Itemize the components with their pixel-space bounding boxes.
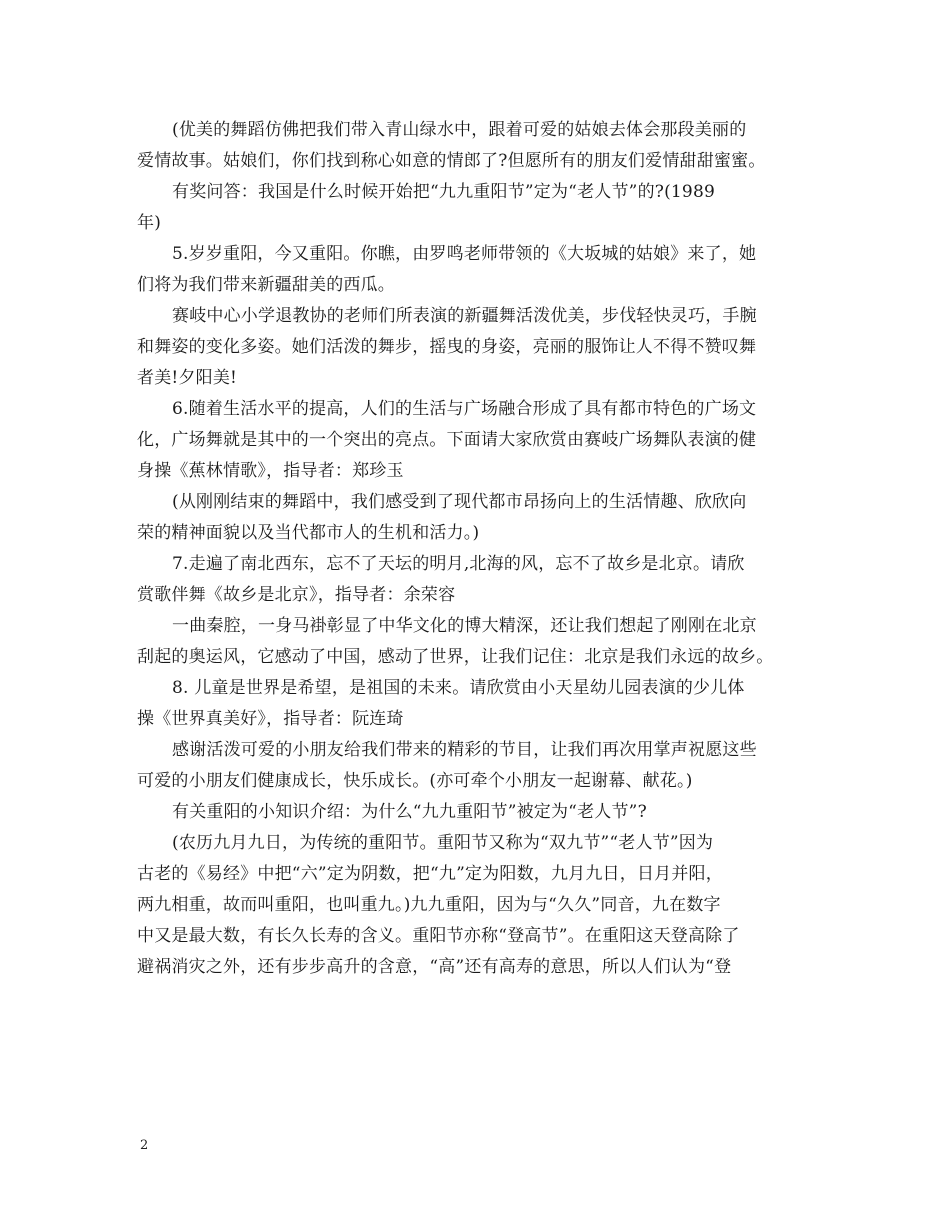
text-line: (优美的舞蹈仿佛把我们带入青山绿水中，跟着可爱的姑娘去体会那段美丽的 <box>172 120 747 140</box>
text-line: 6.随着生活水平的提高，人们的生活与广场融合形成了具有都市特色的广场文 <box>172 399 757 419</box>
text-line: 中又是最大数，有长久长寿的含义。重阳节亦称“登高节”。在重阳这天登高除了 <box>137 926 740 946</box>
text-line: 有关重阳的小知识介绍：为什么“九九重阳节”被定为“老人节”? <box>172 802 647 822</box>
text-line: (从刚刚结束的舞蹈中，我们感受到了现代都市昂扬向上的生活情趣、欣欣向 <box>172 492 747 512</box>
text-line: 者美!夕阳美! <box>137 368 238 388</box>
text-line: 避祸消灾之外，还有步步高升的含意，“高”还有高寿的意思，所以人们认为“登 <box>137 957 732 977</box>
page-body-text <box>137 115 817 983</box>
text-line: 爱情故事。姑娘们，你们找到称心如意的情郎了?但愿所有的朋友们爱情甜甜蜜蜜。 <box>137 151 766 171</box>
text-line: 化，广场舞就是其中的一个突出的亮点。下面请大家欣赏由赛岐广场舞队表演的健 <box>137 430 757 450</box>
text-line: 古老的《易经》中把“六”定为阴数，把“九”定为阳数，九月九日，日月并阳， <box>137 864 723 884</box>
text-line: (农历九月九日，为传统的重阳节。重阳节又称为“双九节”“老人节”因为 <box>172 833 714 853</box>
text-line: 一曲秦腔，一身马褂彰显了中华文化的博大精深，还让我们想起了刚刚在北京 <box>172 616 757 636</box>
text-line: 可爱的小朋友们健康成长，快乐成长。(亦可牵个小朋友一起谢幕、献花。) <box>137 771 693 791</box>
text-line: 赛岐中心小学退教协的老师们所表演的新疆舞活泼优美，步伐轻快灵巧，手腕 <box>172 306 757 326</box>
text-line: 刮起的奥运风，它感动了中国，感动了世界，让我们记住：北京是我们永远的故乡。 <box>137 647 774 667</box>
text-line: 年) <box>137 213 162 233</box>
text-line: 8. 儿童是世界是希望，是祖国的未来。请欣赏由小天星幼儿园表演的少儿体 <box>172 678 745 698</box>
text-line: 赏歌伴舞《故乡是北京》，指导者：余荣容 <box>137 585 456 605</box>
text-line: 感谢活泼可爱的小朋友给我们带来的精彩的节目，让我们再次用掌声祝愿这些 <box>172 740 757 760</box>
text-line: 有奖问答：我国是什么时候开始把“九九重阳节”定为“老人节”的?(1989 <box>172 182 715 202</box>
page-number: 2 <box>140 1138 149 1153</box>
text-line: 7.走遍了南北西东，忘不了天坛的明月,北海的风，忘不了故乡是北京。请欣 <box>172 554 745 574</box>
text-line: 身操《蕉林情歌》，指导者：郑珍玉 <box>137 461 404 481</box>
text-line: 5.岁岁重阳，今又重阳。你瞧，由罗鸣老师带领的《大坂城的姑娘》来了，她 <box>172 244 757 264</box>
text-line: 荣的精神面貌以及当代都市人的生机和活力。) <box>137 523 480 543</box>
text-line: 两九相重，故而叫重阳，也叫重九。)九九重阳，因为与“久久”同音，九在数字 <box>137 895 721 915</box>
text-line: 和舞姿的变化多姿。她们活泼的舞步，摇曳的身姿，亮丽的服饰让人不得不赞叹舞 <box>137 337 757 357</box>
text-line: 操《世界真美好》，指导者：阮连琦 <box>137 709 404 729</box>
text-line: 们将为我们带来新疆甜美的西瓜。 <box>137 275 395 295</box>
